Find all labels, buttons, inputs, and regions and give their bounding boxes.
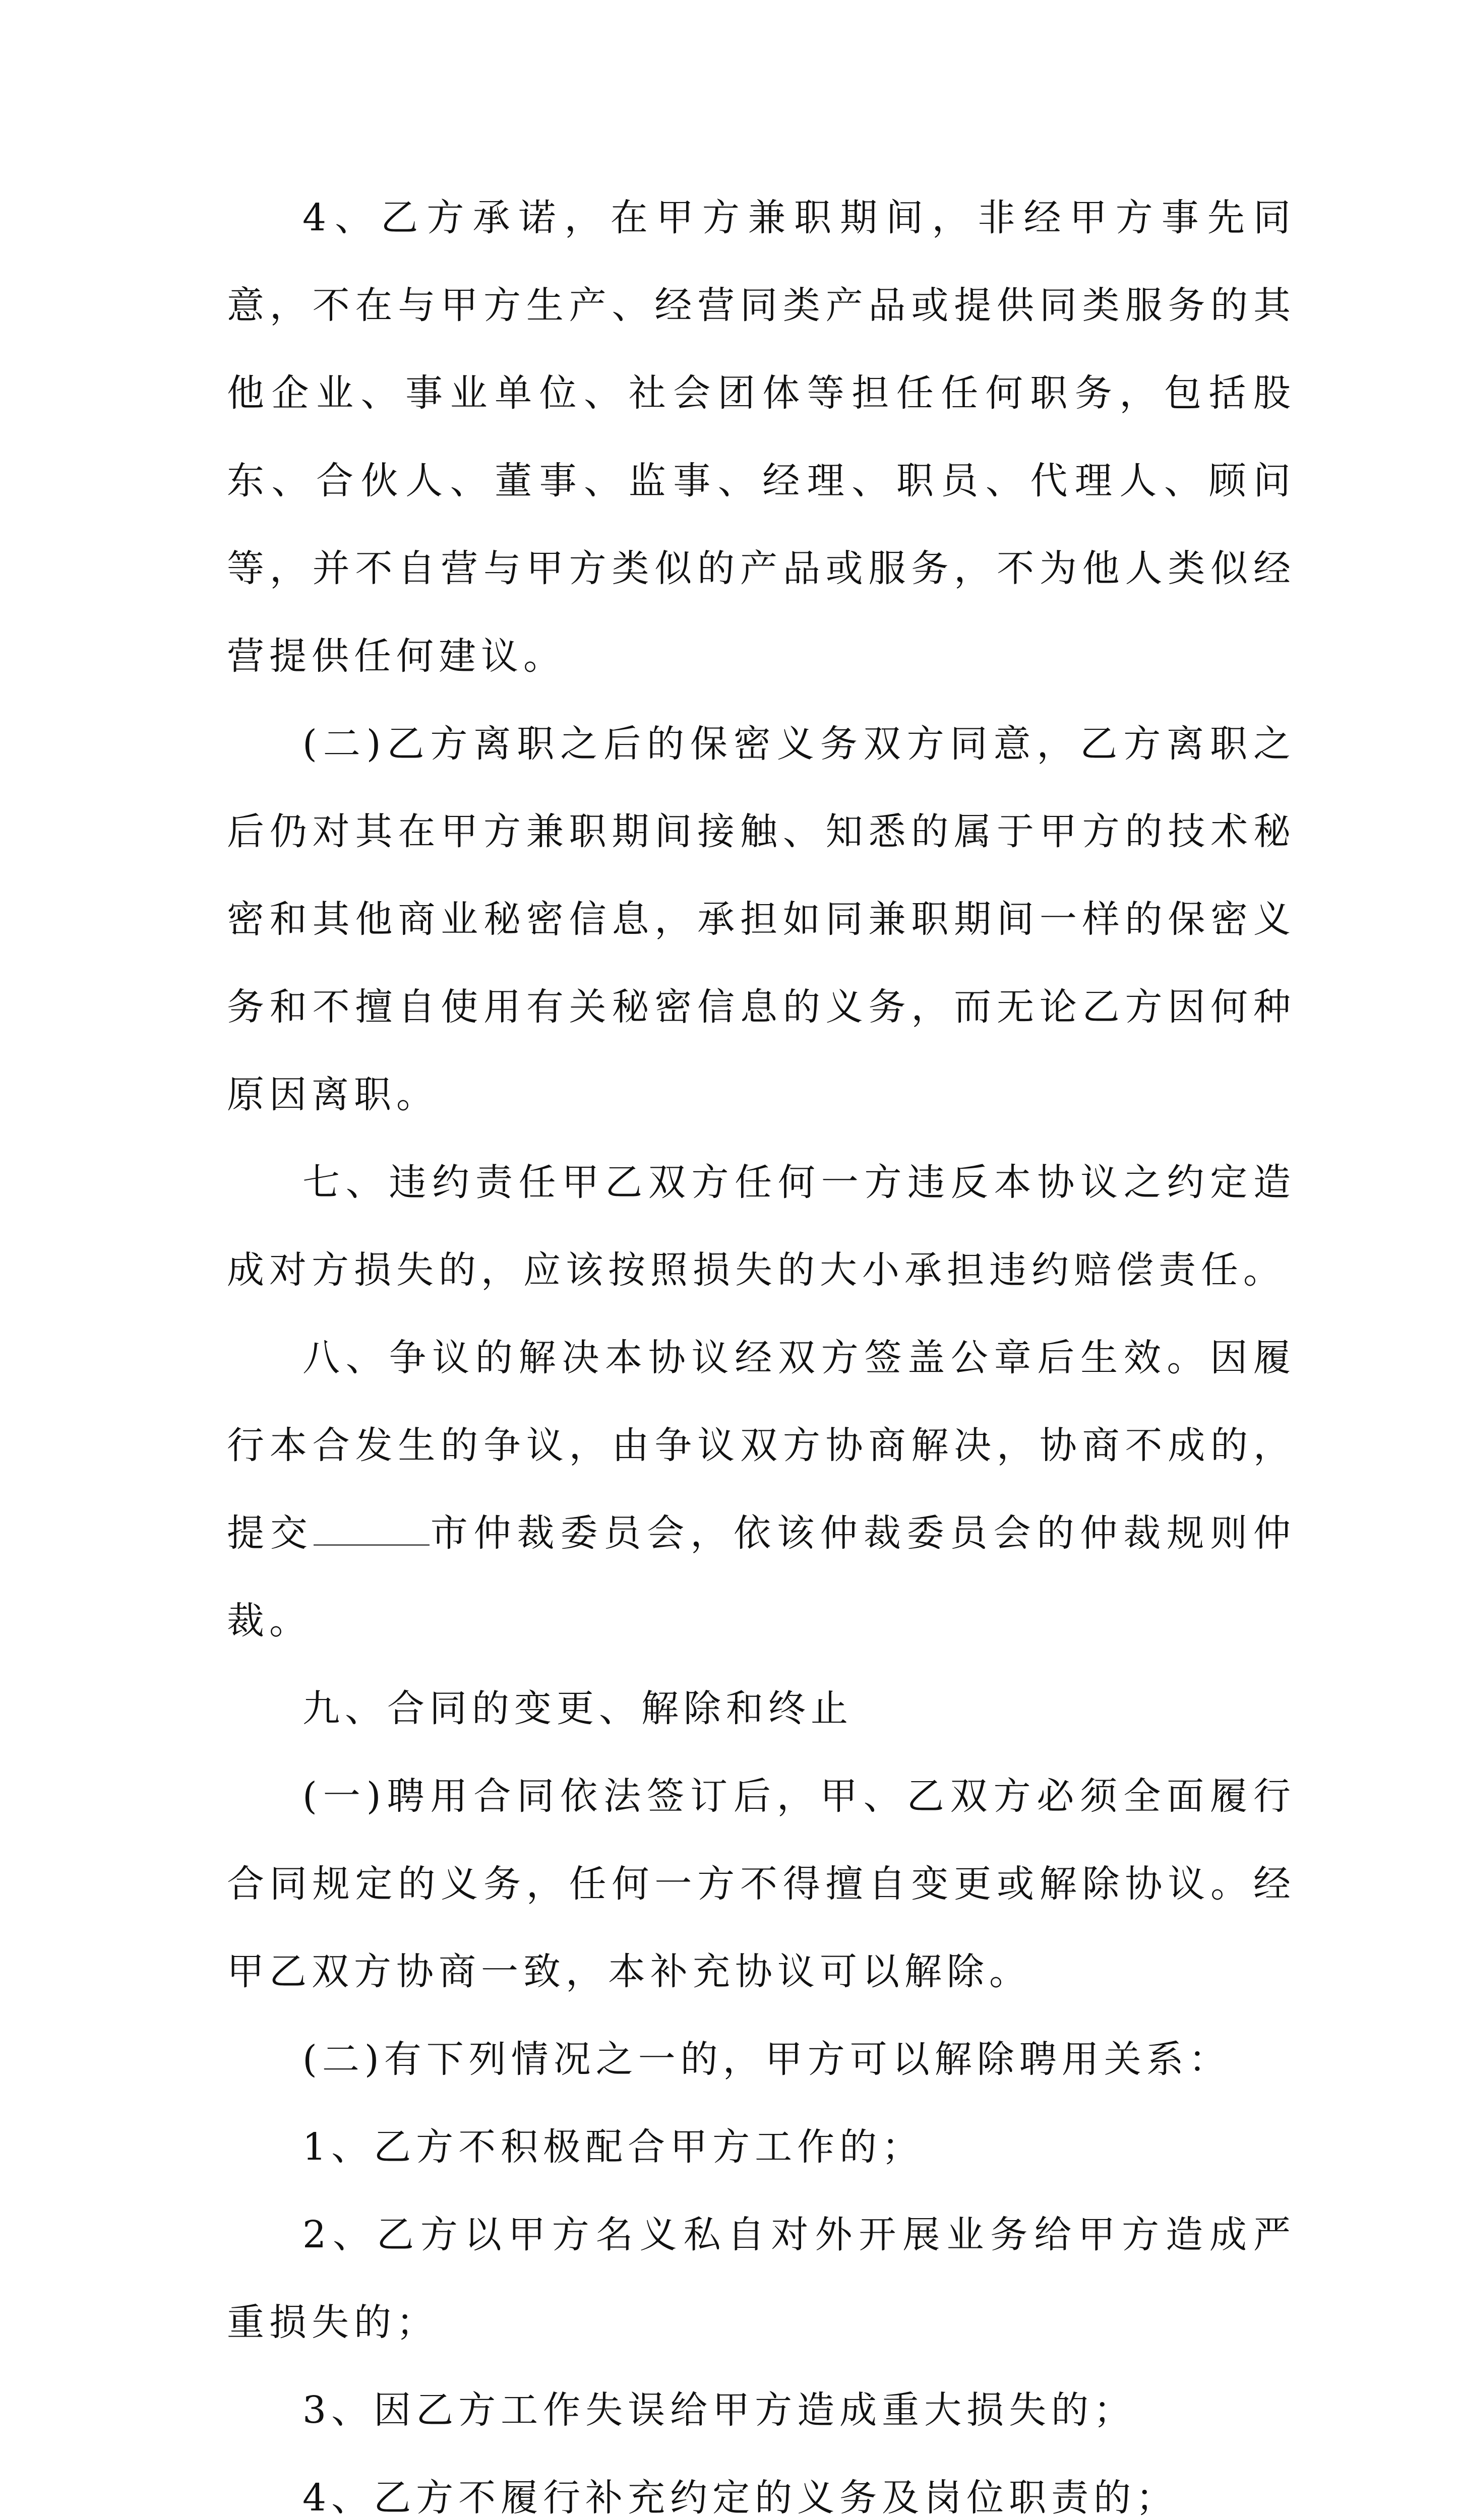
- paragraph-termination-conditions: (二)有下列情况之一的，甲方可以解除聘用关系：: [302, 2038, 1231, 2081]
- paragraph-non-compete-commitment: 4、乙方承诺，在甲方兼职期间，非经甲方事先同意，不在与甲方生产、经营同类产品或提供同类服务的其他企业、事业单位、社会团体等担任任何职务，包括股东、合伙人、董事、监事、经理、职员、代理人、顾问等，并不自营与甲方类似的产品或服务，不为他人类似经营提供任何建议。: [227, 196, 1296, 678]
- section-heading-contract-change: 九、合同的变更、解除和终止: [302, 1687, 853, 1730]
- document-body: [227, 174, 1296, 2520]
- list-item-termination-4: 4、乙方不履行补充约定的义务及岗位职责的；: [302, 2476, 1179, 2519]
- city-blank-line: [314, 1514, 430, 1546]
- dispute-resolution-text: 八、争议的解决本协议经双方签盖公章后生效。因履行本合发生的争议，由争议双方协商解决，协商不成的，提交: [227, 1336, 1296, 1555]
- list-item-termination-2: 2、乙方以甲方名义私自对外开展业务给甲方造成严重损失的；: [227, 2213, 1296, 2344]
- paragraph-post-departure-confidentiality: (二)乙方离职之后的保密义务双方同意，乙方离职之后仍对其在甲方兼职期间接触、知悉的属于甲方的技术秘密和其他商业秘密信息，承担如同兼职期间一样的保密义务和不擅自使用有关秘密信息的义务，而无论乙方因何种原因离职。: [227, 722, 1296, 1116]
- dispute-resolution-tail: 市仲裁委员会，依该仲裁委员会的仲裁规则仲裁。: [227, 1511, 1296, 1643]
- list-item-termination-3: 3、因乙方工作失误给甲方造成重大损失的；: [302, 2388, 1136, 2432]
- paragraph-contract-performance: (一)聘用合同依法签订后，甲、乙双方必须全面履行合同规定的义务，任何一方不得擅自变更或解除协议。经甲乙双方协商一致，本补充协议可以解除。: [227, 1775, 1296, 1993]
- list-item-termination-1: 1、乙方不积极配合甲方工作的；: [302, 2125, 925, 2169]
- paragraph-breach-liability: 七、违约责任甲乙双方任何一方违反本协议之约定造成对方损失的，应该按照损失的大小承担违约赔偿责任。: [227, 1161, 1296, 1292]
- paragraph-dispute-resolution: [227, 1314, 1296, 1665]
